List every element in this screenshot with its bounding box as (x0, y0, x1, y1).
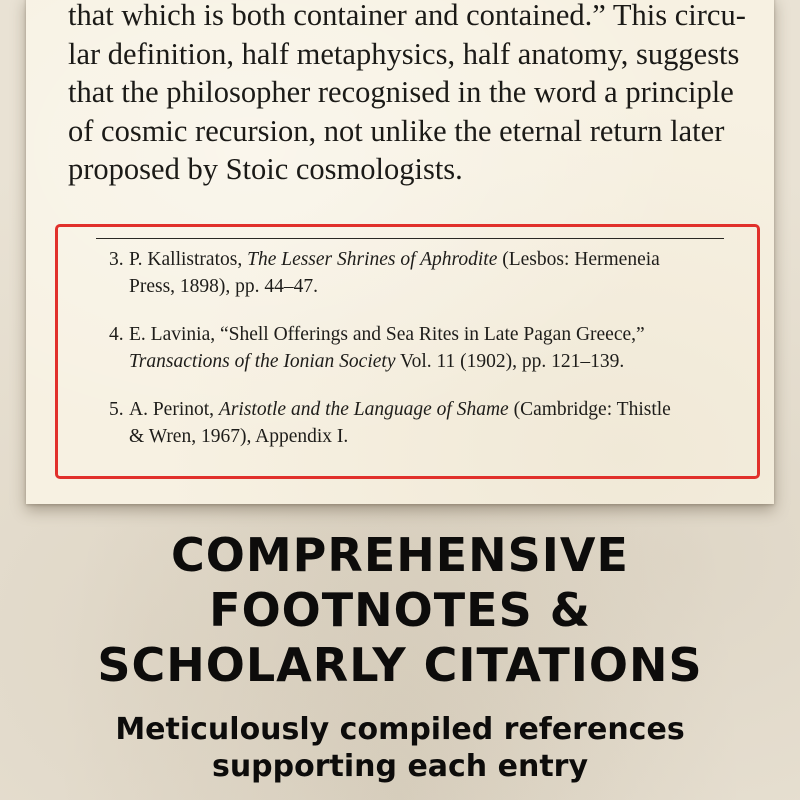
footnote-line (109, 321, 749, 348)
footnote-line (129, 423, 749, 450)
footnote-author: E. Lavinia, “Shell Offerings and Sea Rites in Late Pagan Greece,” (129, 324, 645, 345)
footnote-number: 5. (109, 399, 124, 420)
body-paragraph (68, 0, 746, 189)
footnotes-list (109, 246, 749, 471)
footnote-details: Press, 1898), pp. 44–47. (129, 276, 319, 297)
body-line: proposed by Stoic cosmologists. (68, 152, 463, 186)
footnote-5 (109, 396, 749, 450)
headline-line: SCHOLARLY CITATIONS (97, 638, 703, 692)
footnote-line (109, 396, 749, 423)
promo-subheadline (0, 711, 800, 785)
body-line: that the philosopher recognised in the word a principle (68, 75, 734, 109)
body-line: of cosmic recursion, not unlike the eternal return later (68, 113, 725, 148)
book-page (26, 0, 774, 504)
promo-headline (0, 528, 800, 693)
footnotes-highlight-box (55, 224, 760, 479)
footnote-line (129, 273, 749, 300)
footnote-title: The Lesser Shrines of Aphrodite (247, 249, 498, 270)
footnote-line (129, 348, 749, 375)
footnote-author: P. Kallistratos, (129, 249, 248, 270)
footnote-publication: (Cambridge: Thistle (508, 399, 671, 420)
footnote-number: 3. (109, 249, 124, 270)
subheadline-line: supporting each entry (211, 749, 589, 784)
body-line: lar definition, half metaphysics, half anatomy, suggests (68, 36, 740, 71)
footnote-publication: (Lesbos: Hermeneia (497, 249, 660, 270)
footnote-separator-rule (96, 238, 724, 239)
subheadline-line: Meticulously compiled references (115, 712, 685, 747)
footnote-number: 4. (109, 324, 124, 345)
footnote-title: Aristotle and the Language of Shame (218, 399, 509, 420)
headline-line: FOOTNOTES & (209, 583, 591, 637)
footnote-details: & Wren, 1967), Appendix I. (129, 426, 349, 447)
footnote-line (109, 246, 749, 273)
footnote-author: A. Perinot, (129, 399, 219, 420)
footnote-journal: Transactions of the Ionian Society (129, 351, 396, 372)
headline-line: COMPREHENSIVE (171, 528, 629, 582)
body-line: that which is both container and contained.” This circu- (68, 0, 746, 32)
footnote-4 (109, 321, 749, 375)
footnote-3 (109, 246, 749, 300)
footnote-details: Vol. 11 (1902), pp. 121–139. (395, 351, 625, 372)
